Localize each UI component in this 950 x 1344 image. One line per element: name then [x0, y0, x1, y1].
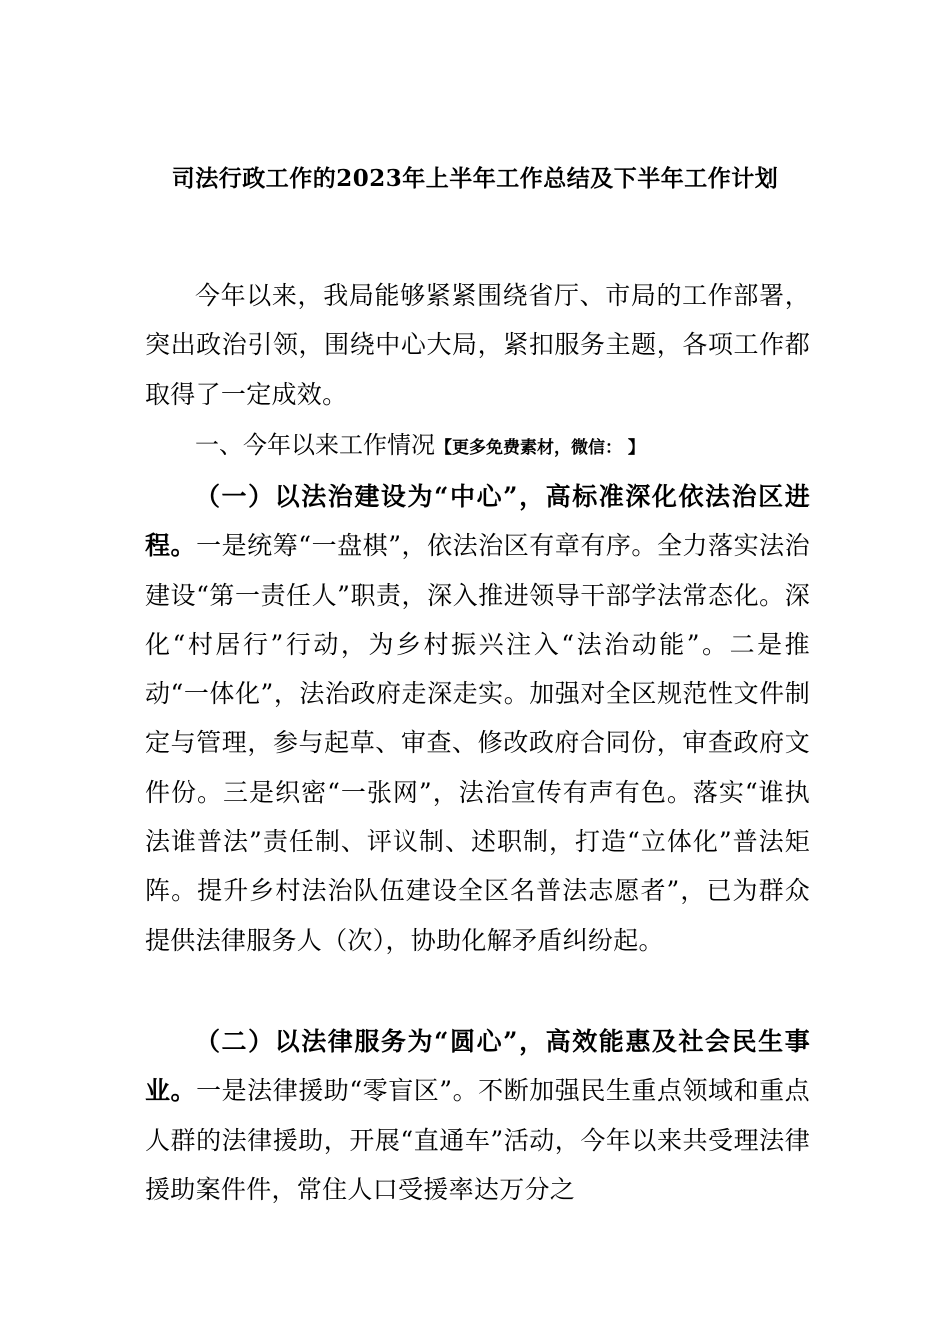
subsection-1-body: 一是统筹“一盘棋”，依法治区有章有序。全力落实法治建设“第一责任人”职责，深入推进领导干部学法常态化。深化“村居行”行动，为乡村振兴注入“法治动能”。二是推动“一体化”，法治政府走深走实。加强对全区规范性文件制定与管理，参与起草、审查、修改政府合同份，审查政府文件份。三是织密“一张网”，法治宣传有声有色。落实“谁执法谁普法”责任制、评议制、述职制，打造“立体化”普法矩阵。提升乡村法治队伍建设全区名普法志愿者”，已为群众提供法律服务人（次），协助化解矛盾纠纷起。 — [145, 531, 810, 955]
intro-paragraph: 今年以来，我局能够紧紧围绕省厅、市局的工作部署，突出政治引领，围绕中心大局，紧扣服务主题，各项工作都取得了一定成效。 — [145, 281, 810, 409]
subsection-1-paragraph — [145, 472, 810, 965]
section-heading-text: 一、今年以来工作情况 — [195, 431, 435, 459]
section-heading — [195, 425, 645, 468]
subsection-2-paragraph — [145, 1017, 810, 1214]
document-title: 司法行政工作的2023年上半年工作总结及下半年工作计划 — [171, 165, 779, 192]
section-heading-note: 【更多免费素材，微信： 】 — [435, 438, 645, 458]
subsection-1-heading: （一）以法治建设为“中心”，高标准深化依法治区进程。 — [145, 482, 810, 561]
subsection-2-heading: （二）以法律服务为“圆心”，高效能惠及社会民生事业。 — [145, 1027, 810, 1106]
subsection-2-body: 一是法律援助“零盲区”。不断加强民生重点领域和重点人群的法律援助，开展“直通车”活动，今年以来共受理法律援助案件件，常住人口受援率达万分之 — [145, 1076, 810, 1204]
